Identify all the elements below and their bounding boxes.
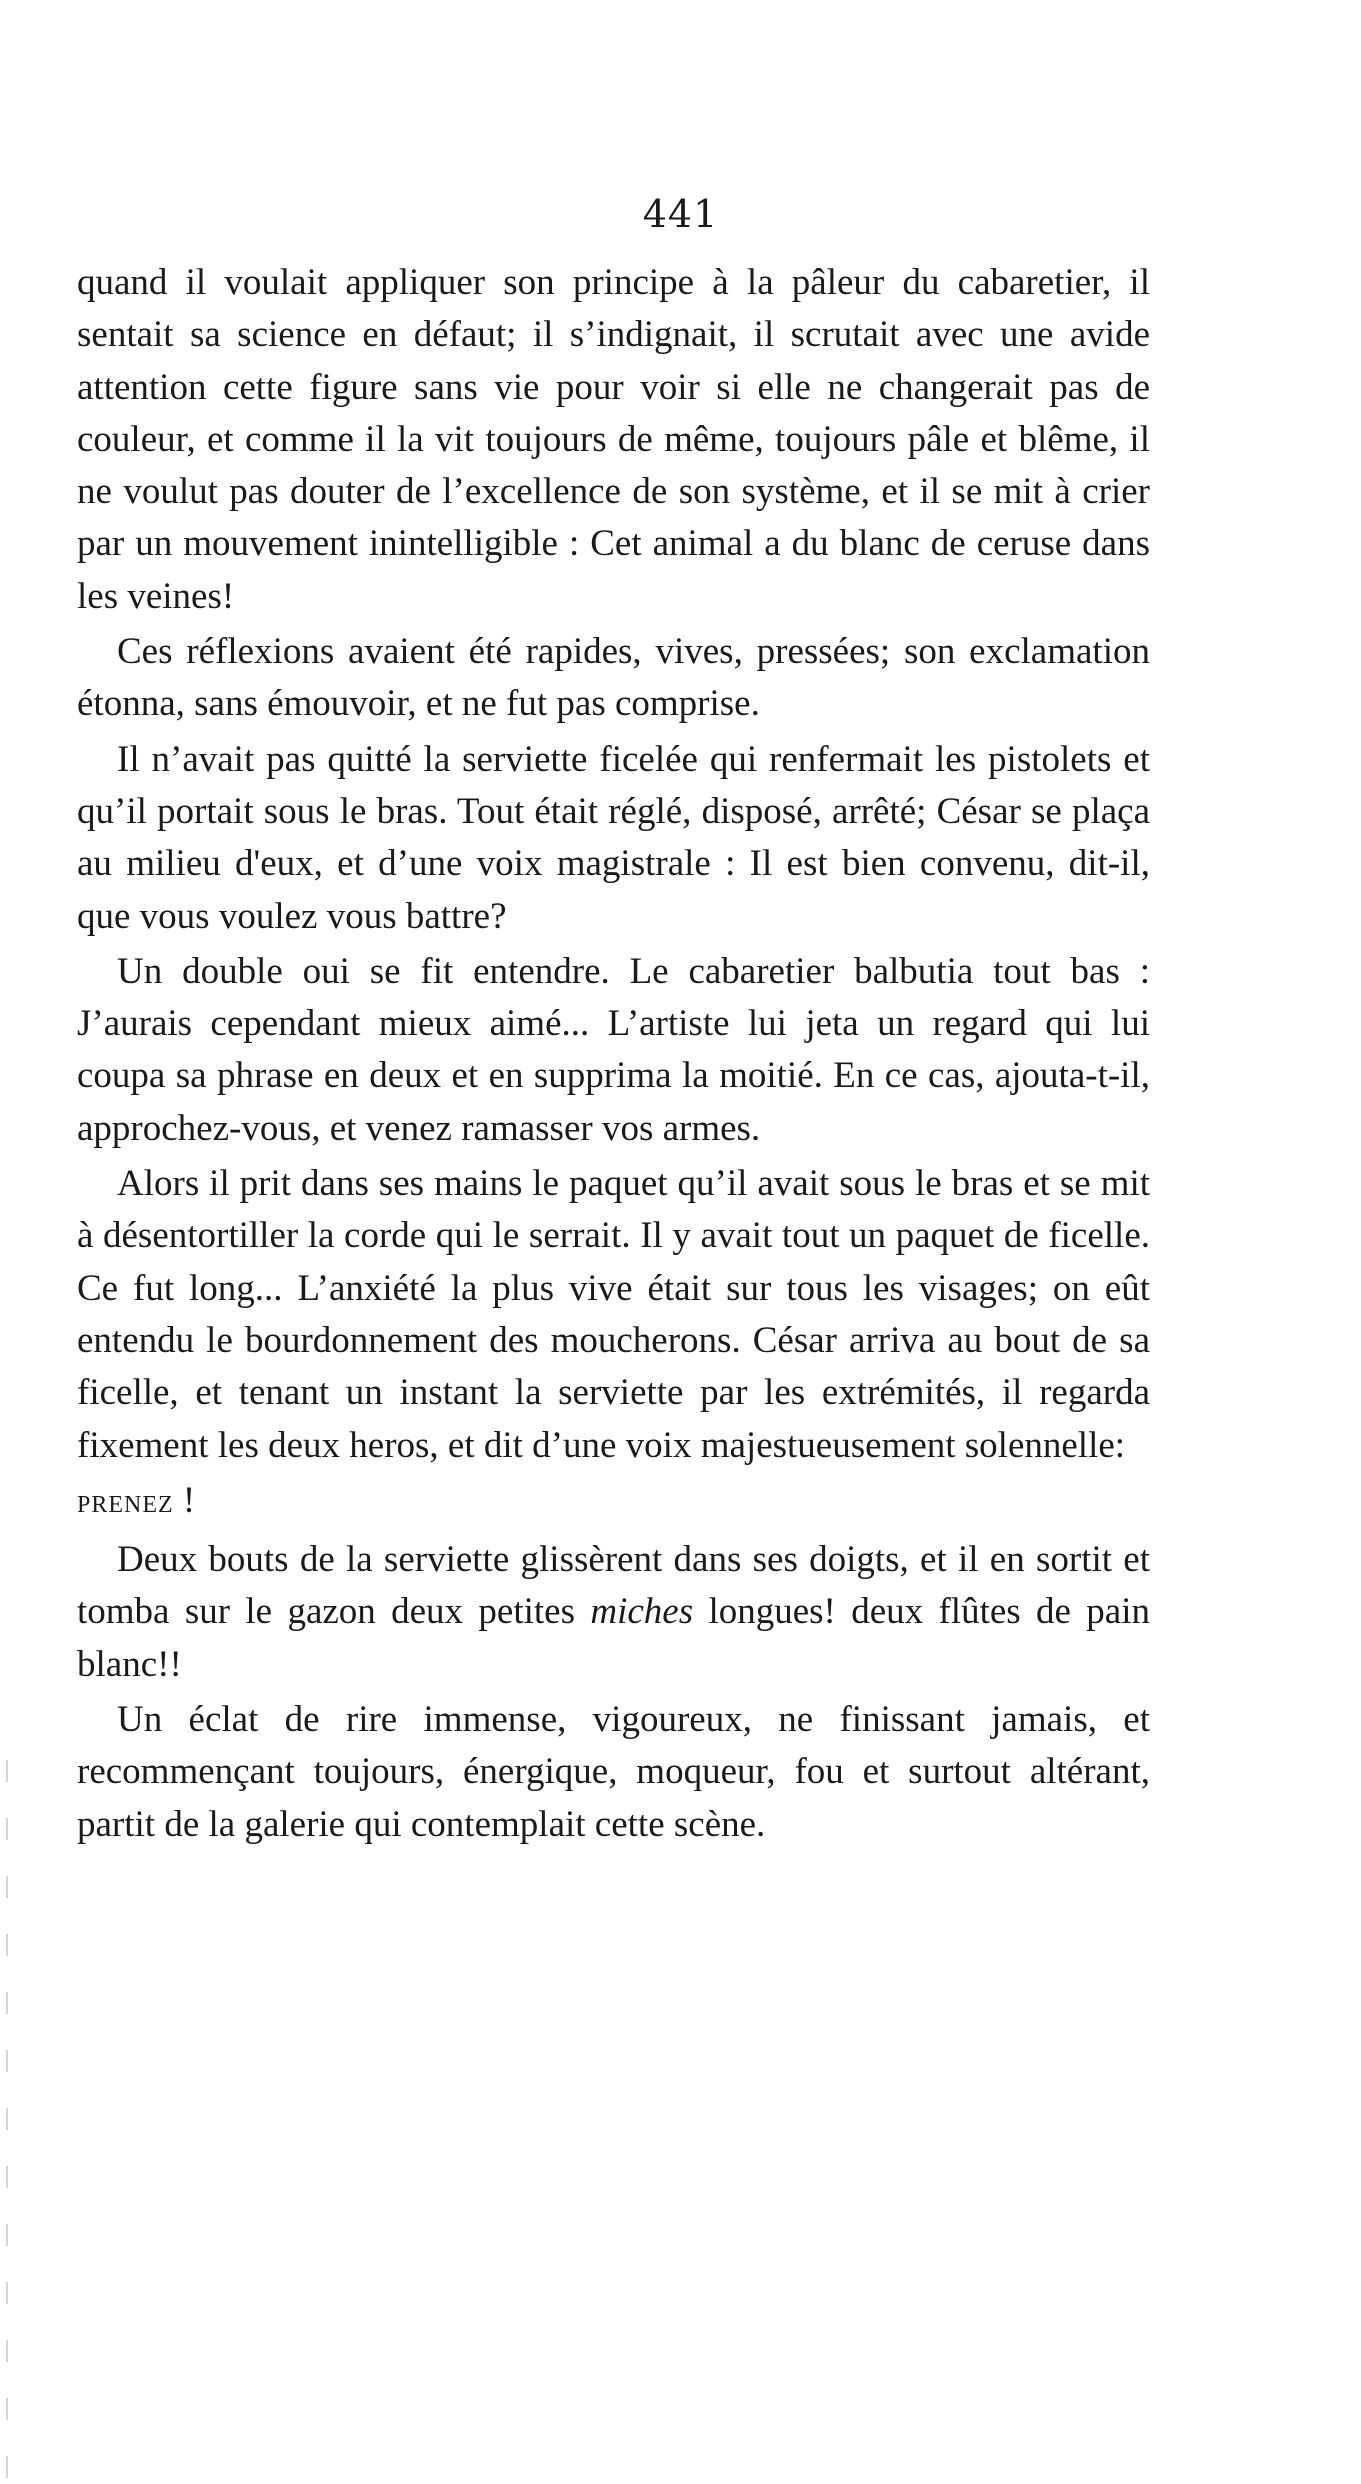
prenez-smallcaps: PRENEZ [77,1491,174,1518]
paragraph-1: quand il voulait appliquer son principe à la pâleur du cabaretier, il sentait sa science en défaut; il s’indignait, il scrutait avec une avide attention cette figure sans vie pour voir si elle ne changerait pas de couleur, et comme il la vit toujours de même, toujours pâle et blême, il ne voulut pas douter de l’excellence de son système, et il se mit à crier par un mouvement inintelligible : Cet animal a du blanc de ceruse dans les veines! [77,262,1150,617]
page-number: 441 [642,192,719,236]
prenez-punct: ! [173,1479,196,1521]
paragraph-3: Il n’avait pas quitté la serviette ficelée qui renfermait les pistolets et qu’il portait sous le bras. Tout était réglé, disposé, arrêté; César se plaça au milieu d'eux, et d’une voix magistrale : Il est bien convenu, dit-il, que vous voulez vous battre? [77,738,1150,937]
paragraph-5: Alors il prit dans ses mains le paquet qu’il avait sous le bras et se mit à désentortiller la corde qui le serrait. Il y avait tout un paquet de ficelle. Ce fut long... L’anxiété la plus vive était sur tous les visages; on eût entendu le bourdonnement des moucherons. César arriva au bout de sa ficelle, et tenant un instant la serviette par les extrémités, il regarda fixement les deux heros, et dit d’une voix majestueusement solennelle: [77,1163,1150,1466]
paragraph-7-end: longues! deux flûtes de pain blanc!! [77,1591,1150,1685]
paragraph-8: Un éclat de rire immense, vigoureux, ne finissant jamais, et recommençant toujours, énergique, moqueur, fou et surtout altérant, partit de la galerie qui contemplait cette scène. [77,1699,1150,1845]
paragraph-2: Ces réflexions avaient été rapides, vives, pressées; son exclamation étonna, sans émouvoir, et ne fut pas comprise. [77,631,1150,725]
body-text [77,257,1150,1854]
paragraph-4: Un double oui se fit entendre. Le cabaretier balbutia tout bas : J’aurais cependant mieux aimé... L’artiste lui jeta un regard qui lui coupa sa phrase en deux et en supprima la moitié. En ce cas, ajouta-t-il, approchez-vous, et venez ramasser vos armes. [77,950,1150,1149]
paragraph-6 [77,1475,1150,1531]
paragraph-7-italic: miches [590,1591,694,1633]
scan-gutter-marks [6,1760,8,2480]
paragraph-7 [77,1534,1150,1691]
paragraph-7-start: Deux bouts de la serviette glissèrent dans ses doigts, et il en sortit et tomba sur le gazon deux petites [77,1539,1150,1633]
